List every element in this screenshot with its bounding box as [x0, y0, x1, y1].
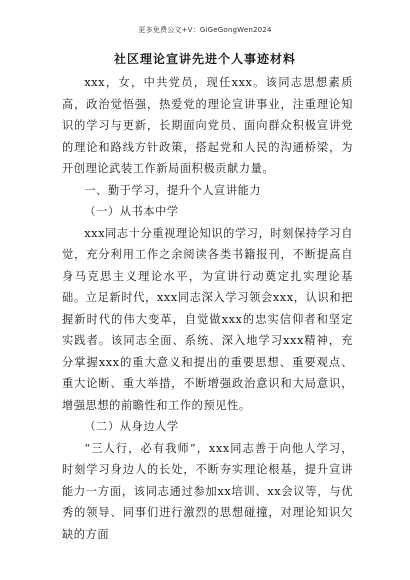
subsection-2-paragraph: “三人行，必有我师”，xxx同志善于向他人学习，时刻学习身边人的长处，不断夯实理论根基，提升宣讲能力一方面，该同志通过参加xx培训、xx会议等，与优秀的领导、同事们进行激烈的思想碰撞，对理论知识欠缺的方面	[62, 441, 353, 541]
document-title: 社区理论宣讲先进个人事迹材料	[113, 52, 296, 66]
document-body	[62, 72, 353, 545]
subsection-1-paragraph: xxx同志十分重视理论知识的学习，时刻保持学习自觉，充分利用工作之余阅读各类书籍报刊，不断提高自身马克思主义理论水平，为宣讲行动奠定扎实理论基础。立足新时代，xxx同志深入学习领会xxx，认识和把握新时代的伟大变革，自觉做xxx的忠实信仰者和坚定实践者。该同志全面、系统、深入地学习xxx精神，充分掌握xxx的重大意义和提出的重要思想、重要观点、重大论断、重大举措，不断增强政治意识和大局意识，增强思想的前瞻性和工作的预见性。	[62, 226, 353, 412]
header-note: 更多免费公文+V：GiGeGongWen2024	[138, 26, 272, 34]
intro-paragraph: xxx，女，中共党员，现任xxx。该同志思想素质高，政治觉悟强，热爱党的理论宣讲事业，注重理论知识的学习与更新，长期面向党员、面向群众积极宣讲党的理论和路线方针政策，搭起党和人民的沟通桥梁，为开创理论武装工作新局面积极贡献力量。	[62, 76, 353, 175]
subsection-heading-1: （一）从书本中学	[84, 205, 179, 218]
section-heading-1: 一、勤于学习，提升个人宣讲能力	[84, 183, 262, 197]
subsection-heading-2: （二）从身边人学	[84, 420, 179, 433]
